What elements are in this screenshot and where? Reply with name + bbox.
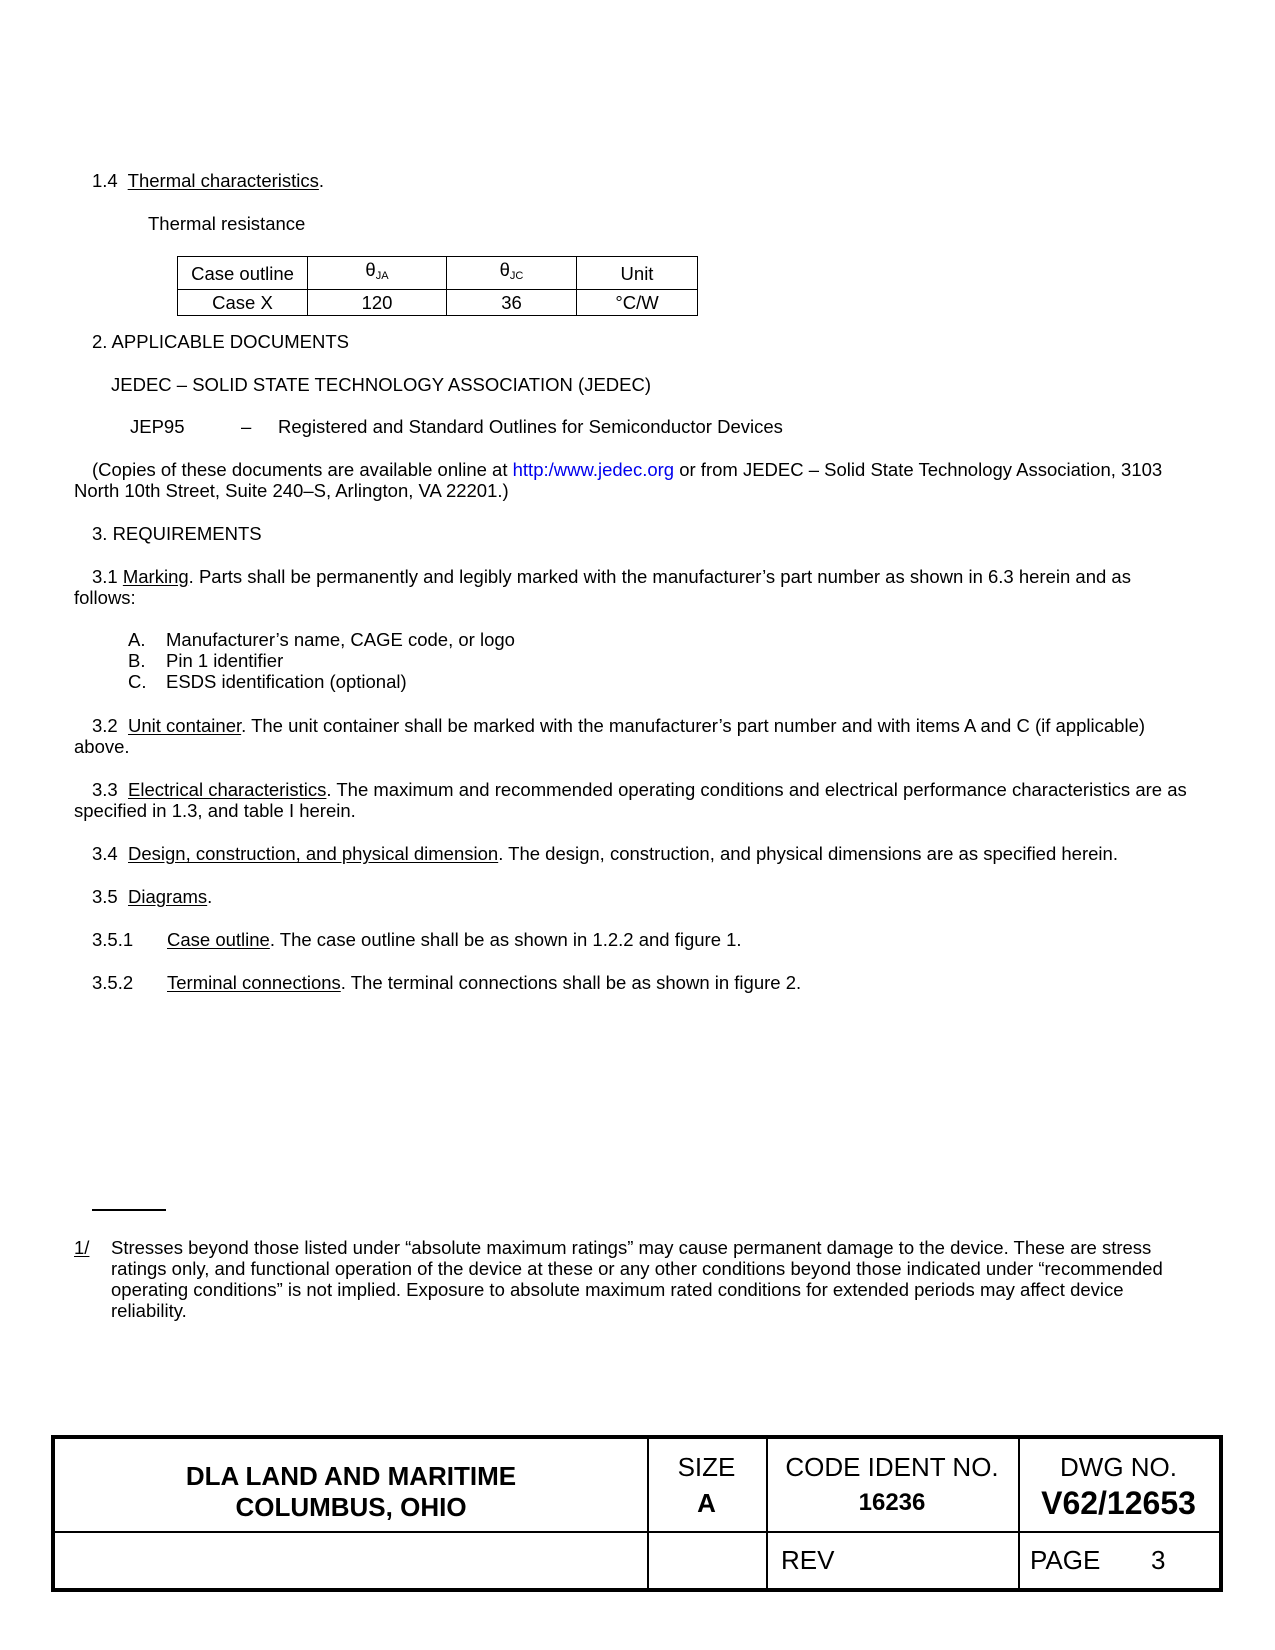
list-item: B. Pin 1 identifier xyxy=(128,650,284,671)
table-header-row xyxy=(178,257,698,290)
cell-ja: 120 xyxy=(308,290,447,316)
jep95-code: JEP95 xyxy=(130,416,185,437)
section-title: Unit container xyxy=(128,715,242,736)
header-case-outline: Case outline xyxy=(178,257,308,290)
section-title: Electrical characteristics xyxy=(128,779,327,800)
divider xyxy=(55,1531,1219,1533)
jep95-title: Registered and Standard Outlines for Semiconductor Devices xyxy=(278,416,783,437)
size-value: A xyxy=(697,1488,716,1518)
code-ident-label: CODE IDENT NO. xyxy=(785,1452,999,1482)
section-1-4-heading: 1.4 Thermal characteristics. xyxy=(92,170,325,191)
list-item: A. Manufacturer’s name, CAGE code, or logo xyxy=(128,629,515,650)
section-3-1: 3.1 Marking. Parts shall be permanently and legibly marked with the manufacturer’s part number as shown in 6.3 herein and as follows: xyxy=(74,566,1131,608)
section-3-4: 3.4 Design, construction, and physical dimension. The design, construction, and physical dimensions are as specified herein. xyxy=(92,843,1118,864)
footnote-divider xyxy=(92,1209,166,1211)
section-title: Terminal connections xyxy=(167,972,341,993)
title-block xyxy=(51,1435,1223,1592)
size-label: SIZE xyxy=(677,1452,736,1482)
header-theta-ja: $\theta_{JA}$ xyxy=(308,257,447,290)
section-2-heading: 2. APPLICABLE DOCUMENTS xyxy=(92,331,350,352)
section-title: Design, construction, and physical dimension xyxy=(128,843,499,864)
page-number: 3 xyxy=(1151,1545,1166,1575)
cell-jc: 36 xyxy=(447,290,577,316)
page-label: PAGE xyxy=(1030,1545,1101,1575)
cell-case: Case X xyxy=(178,290,308,316)
copies-paragraph: (Copies of these documents are available online at http:/www.jedec.org or from JEDEC – Solid State Technology Association, 3103 North 10th Street, Suite 240–S, Arlington, VA 22201.) xyxy=(74,459,1163,501)
section-3-5: 3.5 Diagrams. xyxy=(92,886,213,907)
rev-label: REV xyxy=(781,1545,835,1575)
section-3-5-2: 3.5.2 Terminal connections. The terminal connections shall be as shown in figure 2. xyxy=(92,972,802,993)
section-3-heading: 3. REQUIREMENTS xyxy=(92,523,262,544)
section-3-5-1: 3.5.1 Case outline. The case outline shall be as shown in 1.2.2 and figure 1. xyxy=(92,929,742,950)
header-theta-jc: $\theta_{JC}$ xyxy=(447,257,577,290)
list-item: C. ESDS identification (optional) xyxy=(128,671,407,692)
section-title: Thermal characteristics xyxy=(127,170,319,191)
dwg-no-label: DWG NO. xyxy=(1060,1452,1177,1482)
jedec-heading: JEDEC – SOLID STATE TECHNOLOGY ASSOCIATION (JEDEC) xyxy=(111,374,652,395)
dwg-no-value: V62/12653 xyxy=(1041,1485,1196,1521)
section-title: Diagrams xyxy=(128,886,208,907)
jedec-link[interactable]: http:/www.jedec.org xyxy=(512,459,675,480)
marking-list xyxy=(128,629,515,692)
header-unit: Unit xyxy=(577,257,698,290)
section-title: Case outline xyxy=(167,929,270,950)
footnote-marker: 1/ xyxy=(74,1237,90,1258)
section-title: Marking xyxy=(122,566,189,587)
cell-unit: °C/W xyxy=(577,290,698,316)
section-3-2: 3.2 Unit container. The unit container shall be marked with the manufacturer’s part number and with items A and C (if applicable) above. xyxy=(74,715,1146,757)
section-number: 1.4 xyxy=(92,170,118,191)
table-row xyxy=(178,290,698,316)
code-ident-value: 16236 xyxy=(858,1489,926,1516)
footnote-text: Stresses beyond those listed under “absolute maximum ratings” may cause permanent damage to the device. These are stress ratings only, and functional operation of the device at these or any other conditions beyond those indicated under “recommended operating conditions” is not implied. Exposure to absolute maximum rated conditions for extended periods may affect device reliability. xyxy=(111,1237,1163,1321)
org-name: DLA LAND AND MARITIME COLUMBUS, OHIO xyxy=(185,1461,517,1522)
thermal-resistance-label: Thermal resistance xyxy=(148,213,306,234)
thermal-table xyxy=(177,256,698,316)
jep95-dash: – xyxy=(241,416,252,437)
section-3-3: 3.3 Electrical characteristics. The maximum and recommended operating conditions and electrical performance characteristics are as specified in 1.3, and table I herein. xyxy=(74,779,1187,821)
